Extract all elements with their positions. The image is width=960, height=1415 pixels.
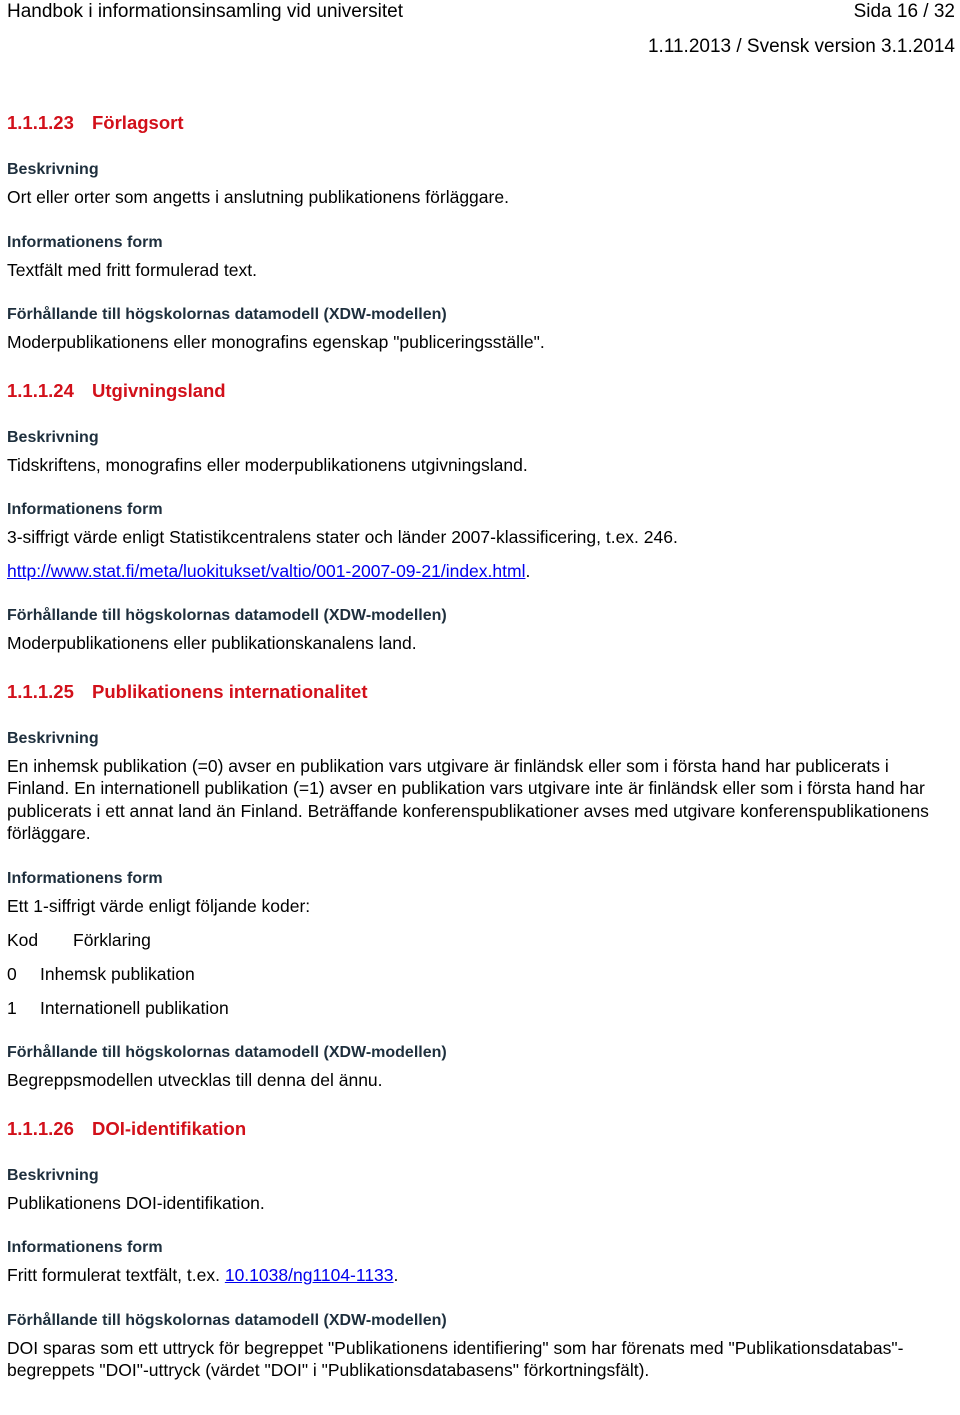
doi-example-link[interactable]: 10.1038/ng1104-1133 — [224, 1265, 394, 1285]
model-text: DOI sparas som ett uttryck för begreppet "Publikationens identifiering" som har förenats med "Publikationsdatabas"-begreppets "DOI"-uttryck (värdet "DOI" i "Publikationsdatabasens" förkortningsfält). — [7, 1337, 904, 1380]
section-title: Förlagsort — [92, 112, 184, 133]
section-number: 1.1.1.26 — [7, 1117, 74, 1139]
form-text — [7, 1264, 952, 1287]
code-table-row — [7, 963, 952, 985]
description-block — [7, 428, 952, 477]
section-number: 1.1.1.25 — [7, 680, 74, 702]
form-label: Informationens form — [7, 1239, 163, 1256]
description-text: Tidskriftens, monografins eller moderpublikationens utgivningsland. — [7, 454, 528, 475]
model-text: Moderpublikationens eller publikationskanalens land. — [7, 633, 417, 653]
description-block — [7, 1166, 952, 1215]
model-text: Begreppsmodellen utvecklas till denna del ännu. — [7, 1070, 383, 1090]
page-number: Sida 16 / 32 — [853, 1, 955, 22]
form-label: Informationens form — [7, 869, 163, 887]
description-label: Beskrivning — [7, 729, 99, 747]
section-heading — [7, 1118, 952, 1140]
code-table-row — [7, 997, 952, 1019]
model-block — [7, 1311, 952, 1382]
section-heading — [7, 112, 952, 134]
code-value: 1 — [7, 998, 17, 1018]
section-heading — [7, 380, 952, 402]
form-block — [7, 1238, 952, 1287]
form-block — [7, 233, 952, 282]
section-utgivningsland — [7, 380, 952, 655]
form-block — [7, 500, 952, 582]
section-number: 1.1.1.24 — [7, 379, 74, 401]
document-body — [7, 112, 952, 1408]
section-title: DOI-identifikation — [92, 1117, 247, 1139]
model-block — [7, 305, 952, 354]
section-number: 1.1.1.23 — [7, 112, 74, 133]
description-text: Publikationens DOI-identifikation. — [7, 1192, 265, 1213]
model-text: Moderpublikationens eller monografins egenskap "publiceringsställe". — [7, 332, 545, 352]
form-link-line — [7, 560, 952, 583]
description-label: Beskrivning — [7, 161, 99, 178]
model-block — [7, 1043, 952, 1092]
description-text: En inhemsk publikation (=0) avser en publikation vars utgivare är finländsk eller som i första hand har publicerats i Finland. En internationell publikation (=1) avser en publikation vars utgivare inte är finländsk eller som i första hand har publicerats i ett annat land än Finland. Beträffande konferenspublikationer avses med utgivare konferenspublikationens förläggare. — [7, 755, 929, 843]
code-table-header — [7, 929, 952, 951]
model-label: Förhållande till högskolornas datamodell (XDW-modellen) — [7, 1044, 447, 1061]
document-title: Handbok i informationsinsamling vid universitet — [7, 1, 404, 22]
form-text: 3-siffrigt värde enligt Statistikcentralens stater och länder 2007-klassificering, t.ex. 246. — [7, 527, 678, 547]
description-block — [7, 160, 952, 209]
explanation-column-header: Förklaring — [73, 930, 151, 950]
link-suffix: . — [393, 1265, 399, 1285]
section-internationalitet — [7, 681, 952, 1092]
code-explanation: Inhemsk publikation — [40, 964, 195, 984]
form-text: Textfält med fritt formulerad text. — [7, 259, 257, 280]
code-column-header: Kod — [7, 930, 39, 950]
form-label: Informationens form — [7, 501, 163, 518]
description-label: Beskrivning — [7, 1166, 99, 1184]
section-doi — [7, 1118, 952, 1382]
description-label: Beskrivning — [7, 428, 99, 446]
link-suffix: . — [525, 560, 531, 581]
section-title: Utgivningsland — [92, 379, 226, 401]
code-explanation: Internationell publikation — [40, 998, 229, 1018]
form-block — [7, 869, 952, 1020]
form-text-prefix: Fritt formulerat textfält, t.ex. — [7, 1265, 225, 1285]
section-title: Publikationens internationalitet — [92, 680, 368, 702]
model-label: Förhållande till högskolornas datamodell (XDW-modellen) — [7, 1311, 447, 1329]
section-heading — [7, 681, 952, 703]
code-table — [7, 929, 952, 1019]
description-block — [7, 729, 952, 845]
code-value: 0 — [7, 964, 17, 984]
model-block — [7, 606, 952, 655]
model-label: Förhållande till högskolornas datamodell (XDW-modellen) — [7, 306, 447, 323]
model-label: Förhållande till högskolornas datamodell (XDW-modellen) — [7, 607, 447, 624]
version-date: 1.11.2013 / Svensk version 3.1.2014 — [647, 36, 955, 57]
section-forlagsort — [7, 112, 952, 354]
form-text: Ett 1-siffrigt värde enligt följande koder: — [7, 895, 311, 916]
statistics-classification-link[interactable]: http://www.stat.fi/meta/luokitukset/valtio/001-2007-09-21/index.html — [7, 560, 526, 581]
form-label: Informationens form — [7, 233, 163, 251]
description-text: Ort eller orter som angetts i anslutning publikationens förläggare. — [7, 187, 509, 207]
